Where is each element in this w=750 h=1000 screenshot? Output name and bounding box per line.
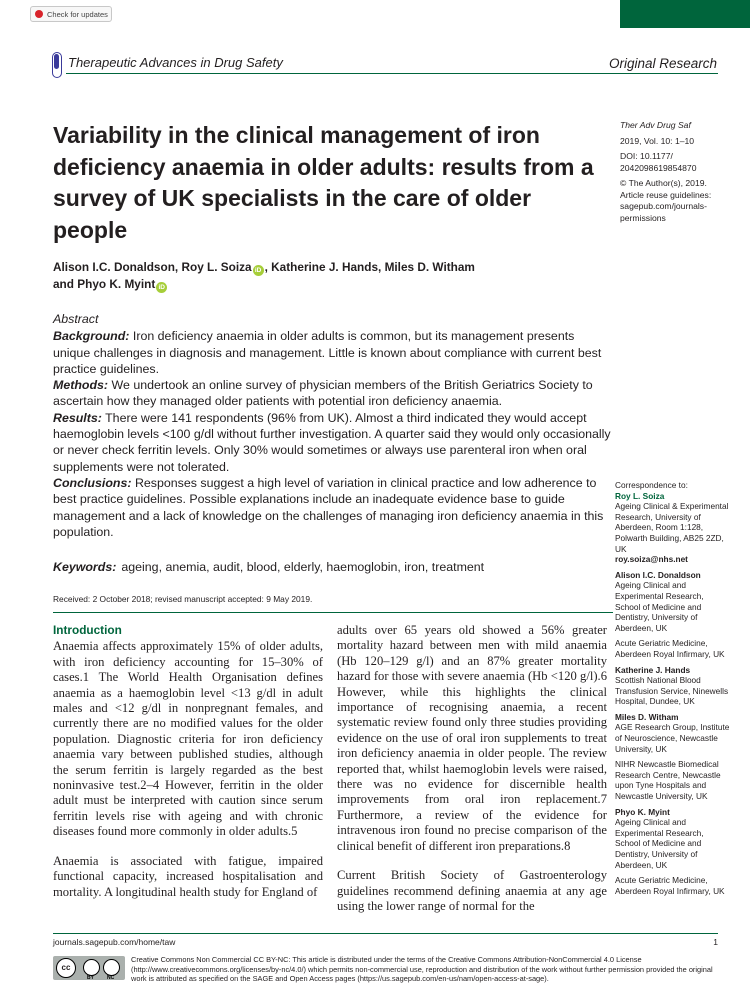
affiliation [615,807,730,871]
author-hands-witham[interactable]: , Katherine J. Hands, Miles D. Witham [264,260,475,274]
correspondent-email[interactable]: roy.soiza@nhs.net [615,554,688,565]
introduction-heading: Introduction [53,623,122,637]
license-text: Creative Commons Non Commercial CC BY-NC: This article is distributed under the terms of the Creative Commons Attribution-NonCommercial 4.0 License (http://www.creativecommons.org/licenses/by-nc/4.0/) which permits non-commercial use, reproduction and distribution of the work without further permission provided the original work is attributed as specified on the SAGE and Open Access pages (https://us.sagepub.com/en-us/nam/open-access-at-sage). [131,955,713,984]
affiliation-address: Acute Geriatric Medicine, Aberdeen Royal Infirmary, UK [615,638,725,659]
methods-text: We undertook an online survey of physician members of the British Geriatrics Society to ascertain how they managed older patients with potential iron deficiency anaemia. [53,378,593,409]
affiliation-address: Ageing Clinical and Experimental Research, School of Medicine and Dentistry, University of Aberdeen, UK [615,817,704,870]
check-for-updates-badge[interactable] [30,6,112,22]
paragraph: Current British Society of Gastroenterology guidelines recommend defining anaemia at any age using the lower range of normal for the [337,868,607,913]
correspondent-address: Ageing Clinical & Experimental Research, University of Aberdeen, Room 1:128, Polwarth Building, AB25 2ZD, UK [615,501,729,554]
affiliation-name: Alison I.C. Donaldson [615,569,701,580]
abstract-background [53,328,613,377]
cc-by-label: BY [87,975,94,981]
cc-nc-icon [103,959,120,976]
copyright: © The Author(s), 2019. Article reuse guidelines: sagepub.com/journals-permissions [620,178,712,223]
journal-color-bar [620,0,750,28]
doi-label: DOI: 10.1177/ [620,151,673,161]
affiliation [615,712,730,754]
header-rule [66,73,718,74]
section-rule [53,612,613,613]
article-meta [620,120,730,228]
abstract [53,311,613,540]
conclusions-label: Conclusions: [53,475,132,490]
abstract-heading: Abstract [53,312,99,326]
affiliation-address: Scottish National Blood Transfusion Service, Ninewells Hospital, Dundee, UK [615,675,729,707]
correspondence-sidebar [615,480,730,901]
cc-icon: cc [56,958,76,978]
page-number: 1 [713,937,718,947]
correspondence-label: Correspondence to: [615,480,688,490]
check-updates-label: Check for updates [47,10,108,19]
author-donaldson[interactable]: Alison I.C. Donaldson, [53,260,182,274]
results-label: Results: [53,410,102,425]
paragraph: Anaemia is associated with fatigue, impaired functional capacity, increased hospitalisation and mortality. A longitudinal health study for England of [53,853,323,899]
affiliation-address: Ageing Clinical and Experimental Research, School of Medicine and Dentistry, University of Aberdeen, UK [615,580,704,633]
affiliation-address: AGE Research Group, Institute of Neuroscience, Newcastle University, UK [615,722,730,754]
abstract-conclusions [53,475,613,540]
crossmark-icon [35,10,43,18]
article-title: Variability in the clinical management of iron deficiency anaemia in older adults: results from a survey of UK specialists in the care of older people [53,122,594,243]
affiliation [615,665,730,707]
affiliation-name: Katherine J. Hands [615,664,691,675]
footer-rule [53,933,718,934]
cc-nc-label: NC [107,975,115,981]
results-text: There were 141 respondents (96% from UK). Almost a third indicated they would accept haemoglobin levels <100 g/dl without further investigation. A quarter said they would only occasionally or never check ferritin levels. Only 30% would sometimes or always use parenteral iron when oral supplements were not tolerated. [53,410,611,474]
author-soiza[interactable]: Roy L. Soiza [181,260,252,274]
orcid-icon[interactable]: iD [253,265,264,276]
abstract-results [53,410,613,475]
cc-license-badge[interactable] [53,956,125,980]
affiliation-name: Miles D. Witham [615,711,679,722]
journal-url[interactable]: journals.sagepub.com/home/taw [53,937,176,947]
affiliation-name: Phyo K. Myint [615,806,670,817]
correspondent [615,491,730,565]
author-myint[interactable]: and Phyo K. Myint [53,277,156,291]
journal-name: Therapeutic Advances in Drug Safety [68,55,283,70]
methods-label: Methods: [53,378,109,393]
journal-abbr: Ther Adv Drug Saf [620,120,691,130]
article-type: Original Research [608,56,717,71]
background-text: Iron deficiency anaemia in older adults is common, but its management presents unique challenges in diagnosis and management. Little is known about compliance with current best practice guidelines. [53,329,602,376]
received-dates: Received: 2 October 2018; revised manuscript accepted: 9 May 2019. [53,594,313,604]
paragraph: adults over 65 years old showed a 56% greater mortality hazard between men with mild anaemia (Hb 120–129 g/l) and an 87% greater mortality hazard for those with severe anaemia (Hb <120 g/l).6 However, while this highlights the clinical importance of recognising anaemia, a recent systematic review found only three studies providing evidence on the use of oral iron supplements to treat iron deficiency anaemia in older people. The review reported that, whilst haemoglobin levels were raised, there was no evidence for discernible health improvements from oral iron replacement.7 Furthermore, a review of the evidence for intravenous iron found no precise comparison of the clinical benefit of different iron preparations.8 [337,623,607,853]
journal-tab-icon [52,52,62,78]
author-list [53,259,593,293]
body-column-1 [53,623,323,914]
body-column-2 [337,623,607,928]
cc-by-icon [83,959,100,976]
volume-info: 2019, Vol. 10: 1–10 [620,135,695,146]
affiliation-address: NIHR Newcastle Biomedical Research Centre, Newcastle upon Tyne Hospitals and Newcastle University, UK [615,759,721,802]
correspondent-name: Roy L. Soiza [615,490,665,501]
abstract-methods [53,377,613,410]
affiliation [615,570,730,634]
affiliation-address: Acute Geriatric Medicine, Aberdeen Royal Infirmary, UK [615,875,725,896]
keywords-text: ageing, anemia, audit, blood, elderly, haemoglobin, iron, treatment [121,560,485,574]
doi[interactable] [620,151,730,174]
doi-suffix: 2042098619854870 [620,162,697,173]
keywords [53,560,613,574]
orcid-icon[interactable]: iD [156,282,167,293]
conclusions-text: Responses suggest a high level of variation in clinical practice and low adherence to best practice guidelines. Possible explanations include an inadequate evidence base to guide management and a lack of knowledge on the challenges of managing iron deficiency anaemia in this population. [53,475,604,539]
background-label: Background: [53,329,130,344]
keywords-label: Keywords: [53,560,117,574]
paragraph: Anaemia affects approximately 15% of older adults, with iron deficiency accounting for 15–30% of cases.1 The World Health Organisation defines anaemia as a haemoglobin level <13 g/dl in adult males and <12 g/dl in nonpregnant females, and currently there are no modified values for the older population. Diagnostic criteria for iron deficiency anaemia vary between published studies, although the serum ferritin is largely regarded as the best noninvasive test.2–4 However, ferritin in the older adult must be interpreted with caution since serum ferritin levels rise with ageing and with chronic diseases found more commonly in older adults.5 [53,639,323,839]
